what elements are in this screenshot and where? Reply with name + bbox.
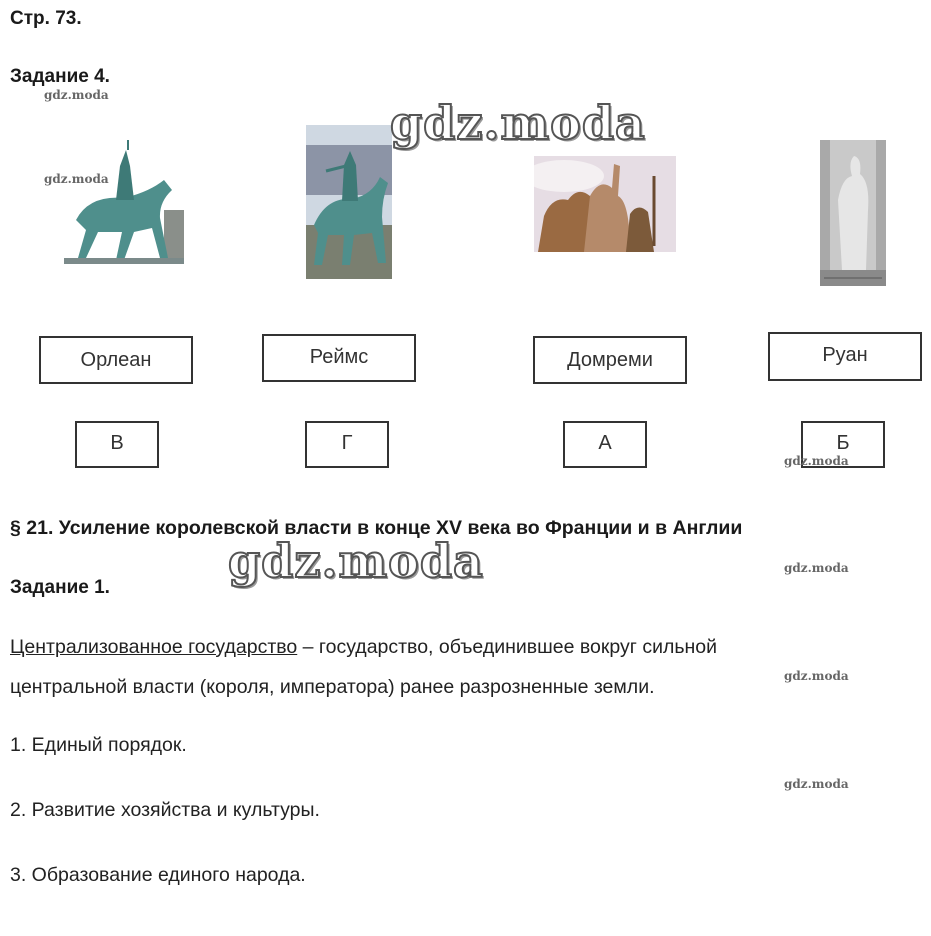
list-item-3: 3. Образование единого народа.: [10, 864, 306, 886]
city-box-rouen: Руан: [768, 332, 922, 381]
statue-photo-domremy: [534, 156, 676, 252]
definition-rest: – государство, объединившее вокруг сильной: [297, 636, 718, 658]
task-4-heading: Задание 4.: [10, 66, 110, 87]
watermark-small: gdz.moda: [784, 561, 849, 575]
definition-line-1: [10, 636, 717, 659]
task-1-heading: Задание 1.: [10, 577, 110, 598]
letter-box-4: Б: [801, 421, 885, 468]
watermark-large: gdz.moda: [228, 534, 484, 588]
section-title: § 21. Усиление королевской власти в конце XV века во Франции и в Англии: [10, 517, 743, 539]
watermark-small: gdz.moda: [784, 777, 849, 791]
watermark-small: gdz.moda: [784, 454, 849, 468]
city-box-domremy: Домреми: [533, 336, 687, 384]
letter-box-1: В: [75, 421, 159, 468]
city-box-reims: Реймс: [262, 334, 416, 382]
list-item-2: 2. Развитие хозяйства и культуры.: [10, 799, 320, 821]
letter-box-2: Г: [305, 421, 389, 468]
watermark-large: gdz.moda: [390, 96, 646, 150]
watermark-small: gdz.moda: [44, 172, 109, 186]
statue-photo-rouen: [820, 140, 886, 286]
list-item-1: 1. Единый порядок.: [10, 734, 187, 756]
statue-photo-reims: [306, 125, 392, 279]
statue-photo-orleans: [64, 140, 184, 264]
watermark-small: gdz.moda: [784, 669, 849, 683]
page-number: Стр. 73.: [10, 8, 82, 29]
definition-line-2: центральной власти (короля, императора) ранее разрозненные земли.: [10, 676, 655, 698]
watermark-small: gdz.moda: [44, 88, 109, 102]
letter-box-3: А: [563, 421, 647, 468]
definition-term: Централизованное государство: [10, 636, 298, 658]
city-box-orleans: Орлеан: [39, 336, 193, 384]
